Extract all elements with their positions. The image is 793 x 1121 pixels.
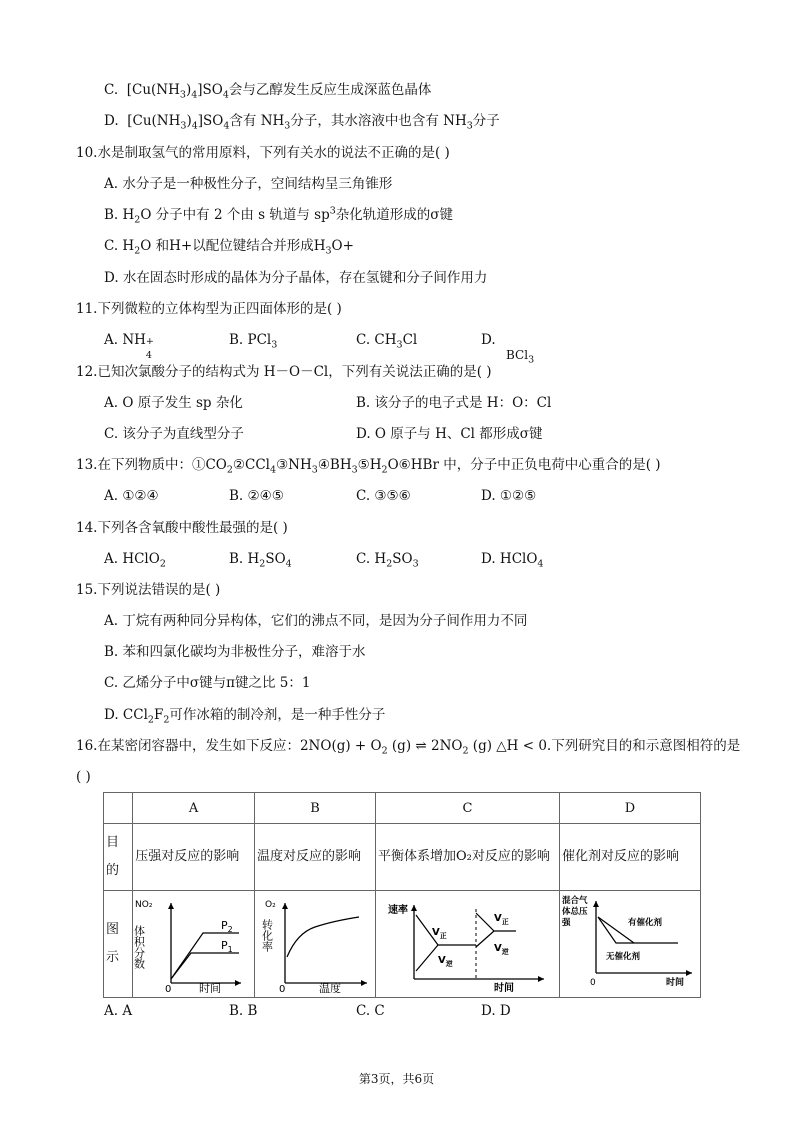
chart-b-xarrow bbox=[361, 980, 367, 986]
q11-stem: 11.下列微粒的立体构型为正四面体形的是( ) bbox=[76, 301, 342, 317]
q16-option-a: A. A bbox=[104, 1003, 133, 1019]
chart-c-xlabel: 时间 bbox=[493, 983, 514, 993]
q14-option-b: B. $H_2SO_4$ bbox=[229, 551, 292, 570]
row-label-purpose: 目的 bbox=[104, 824, 133, 891]
q13-option-b: B. ②④⑤ bbox=[229, 488, 284, 504]
q15-stem: 15.下列说法错误的是( ) bbox=[76, 582, 221, 598]
chart-d-yarrow bbox=[593, 901, 599, 907]
chart-c-xarrow bbox=[538, 976, 544, 982]
chart-b-yarrow bbox=[282, 903, 288, 909]
q12-option-d: D. O 原子与 H、Cl 都形成σ键 bbox=[356, 426, 543, 442]
q16-table bbox=[103, 792, 701, 998]
q10-option-a: A. 水分子是一种极性分子，空间结构呈三角锥形 bbox=[104, 176, 393, 192]
chart-a bbox=[133, 891, 253, 993]
q14-option-d: D. HClO$_4$ bbox=[481, 551, 544, 570]
q10-option-c: C. $H_2O$ 和H+以配位键结合并形成$H_3O+$ bbox=[104, 238, 354, 257]
chart-c-label-v1: $V_正$ bbox=[431, 927, 447, 940]
chart-a-yarrow bbox=[168, 903, 174, 909]
chart-a-label-p1: $P_1$ bbox=[221, 939, 233, 954]
chart-b bbox=[255, 891, 375, 993]
chart-d-ylabel-1: 混合气 bbox=[562, 896, 588, 906]
q14-option-c: C. $H_2SO_3$ bbox=[356, 551, 419, 570]
q15-option-b: B. 苯和四氯化碳均为非极性分子，难溶于水 bbox=[104, 644, 366, 660]
chart-c-ylabel: 速率 bbox=[387, 905, 408, 916]
purpose-d: 催化剂对反应的影响 bbox=[560, 824, 701, 891]
chart-d-label-nocatalyst: 无催化剂 bbox=[606, 952, 641, 962]
chart-d bbox=[560, 891, 700, 993]
chart-b-ylabel-prefix: O₂ bbox=[264, 900, 276, 910]
header-a: A bbox=[133, 793, 255, 824]
q10-stem: 10.水是制取氢气的常用原料，下列有关水的说法不正确的是( ) bbox=[76, 145, 450, 161]
chart-c-yarrow bbox=[411, 905, 417, 911]
chart-cell-d bbox=[560, 891, 701, 998]
chart-d-ylabel-3: 强 bbox=[562, 918, 571, 928]
q11-option-d-formula: BCl$_3$ bbox=[506, 348, 535, 366]
purpose-a: 压强对反应的影响 bbox=[133, 824, 255, 891]
chart-a-label-p2: $P_2$ bbox=[221, 919, 233, 934]
chart-a-curve-p1 bbox=[171, 953, 239, 979]
q16-stem: 16.在某密闭容器中，发生如下反应：$2NO(g) + O_2$ (g) ⇌ $2NO_2$ (g) △H < 0.下列研究目的和示意图相符的是 bbox=[76, 738, 741, 757]
chart-d-xlabel: 时间 bbox=[666, 978, 685, 988]
chart-b-xlabel: 温度 bbox=[318, 982, 341, 993]
q15-option-d: D. $CCl_2F_2$可作冰箱的制冷剂，是一种手性分子 bbox=[104, 707, 386, 726]
q10-option-d: D. 水在固态时形成的晶体为分子晶体，存在氢键和分子间作用力 bbox=[104, 270, 488, 286]
purpose-b: 温度对反应的影响 bbox=[254, 824, 375, 891]
chart-c-vreverse-2 bbox=[476, 931, 494, 947]
q11-option-b: B. PCl$_3$ bbox=[229, 332, 278, 351]
chart-a-curve-p2 bbox=[171, 933, 239, 979]
chart-d-label-catalyst: 有催化剂 bbox=[628, 918, 663, 928]
q12-option-c: C. 该分子为直线型分子 bbox=[104, 426, 244, 442]
purpose-c: 平衡体系增加O₂对反应的影响 bbox=[375, 824, 559, 891]
chart-c-label-v4: $V_逆$ bbox=[493, 943, 509, 956]
chart-c-label-v2: $V_逆$ bbox=[437, 955, 453, 968]
chart-b-origin: 0 bbox=[278, 984, 286, 993]
q11-option-a: A. NH + 4 bbox=[104, 332, 154, 361]
header-d: D bbox=[560, 793, 701, 824]
q11-option-d: D. bbox=[481, 332, 496, 348]
q10-option-b: B. $H_2O$ 分子中有 2 个由 s 轨道与 $sp^3$杂化轨道形成的σ键 bbox=[104, 205, 453, 226]
q9-option-c: C. $[Cu(NH_3)_4]SO_4$会与乙醇发生反应生成深蓝色晶体 bbox=[104, 82, 432, 101]
chart-c-label-v3: $V_正$ bbox=[493, 913, 509, 926]
q13-stem: 13.在下列物质中：$①CO_2②CCl_4③NH_3④BH_3⑤H_2O⑥HBr$ 中，分子中正负电荷中心重合的是( ) bbox=[76, 457, 661, 476]
q9-option-d: D. $[Cu(NH_3)_4]SO_4$含有 $NH_3$分子，其水溶液中也含有 $NH_3$分子 bbox=[104, 113, 500, 132]
page-footer: 第3页，共6页 bbox=[358, 1072, 435, 1086]
chart-a-xarrow bbox=[235, 980, 241, 986]
header-c: C bbox=[375, 793, 559, 824]
chart-d-xarrow bbox=[686, 970, 692, 976]
chart-d-origin: 0 bbox=[590, 978, 596, 988]
q12-stem: 12.已知次氯酸分子的结构式为 H－O－Cl，下列有关说法正确的是( ) bbox=[76, 364, 492, 380]
q12-option-a: A. O 原子发生 sp 杂化 bbox=[104, 395, 243, 411]
q14-option-a: A. HClO$_2$ bbox=[104, 551, 166, 570]
chart-cell-a bbox=[133, 891, 255, 998]
table-corner bbox=[104, 793, 133, 824]
chart-cell-b bbox=[254, 891, 375, 998]
q11-option-c: C. $CH_3Cl$ bbox=[356, 332, 418, 351]
q16-option-b: B. B bbox=[229, 1003, 258, 1019]
chart-c bbox=[376, 891, 559, 993]
q12-option-b: B. 该分子的电子式是 H：O：Cl bbox=[356, 395, 552, 411]
q14-stem: 14.下列各含氧酸中酸性最强的是( ) bbox=[76, 520, 288, 536]
chart-c-vforward-1 bbox=[416, 915, 476, 945]
chart-c-vreverse-1 bbox=[416, 945, 438, 971]
chart-b-ylabel: 转化率 bbox=[260, 919, 274, 952]
header-b: B bbox=[254, 793, 375, 824]
chart-cell-c bbox=[375, 891, 559, 998]
q13-option-d: D. ①②⑤ bbox=[481, 488, 537, 504]
chart-a-xlabel: 时间 bbox=[199, 982, 222, 993]
q16-option-d: D. D bbox=[481, 1003, 511, 1019]
chart-b-curve bbox=[287, 917, 359, 957]
q13-option-a: A. ①②④ bbox=[104, 488, 159, 504]
q15-option-a: A. 丁烷有两种同分异构体，它们的沸点不同，是因为分子间作用力不同 bbox=[104, 613, 528, 629]
row-label-chart: 图示 bbox=[104, 891, 133, 998]
chart-d-ylabel-2: 体总压 bbox=[562, 907, 588, 917]
q15-option-c: C. 乙烯分子中σ键与π键之比 5：1 bbox=[104, 675, 311, 691]
chart-a-origin: 0 bbox=[165, 984, 172, 993]
q13-option-c: C. ③⑤⑥ bbox=[356, 488, 411, 504]
chart-a-ylabel-prefix: NO₂ bbox=[135, 900, 153, 910]
chart-a-ylabel: 体积分数 bbox=[133, 925, 146, 969]
q16-option-c: C. C bbox=[356, 1003, 385, 1019]
q16-paren: ( ) bbox=[76, 769, 91, 785]
